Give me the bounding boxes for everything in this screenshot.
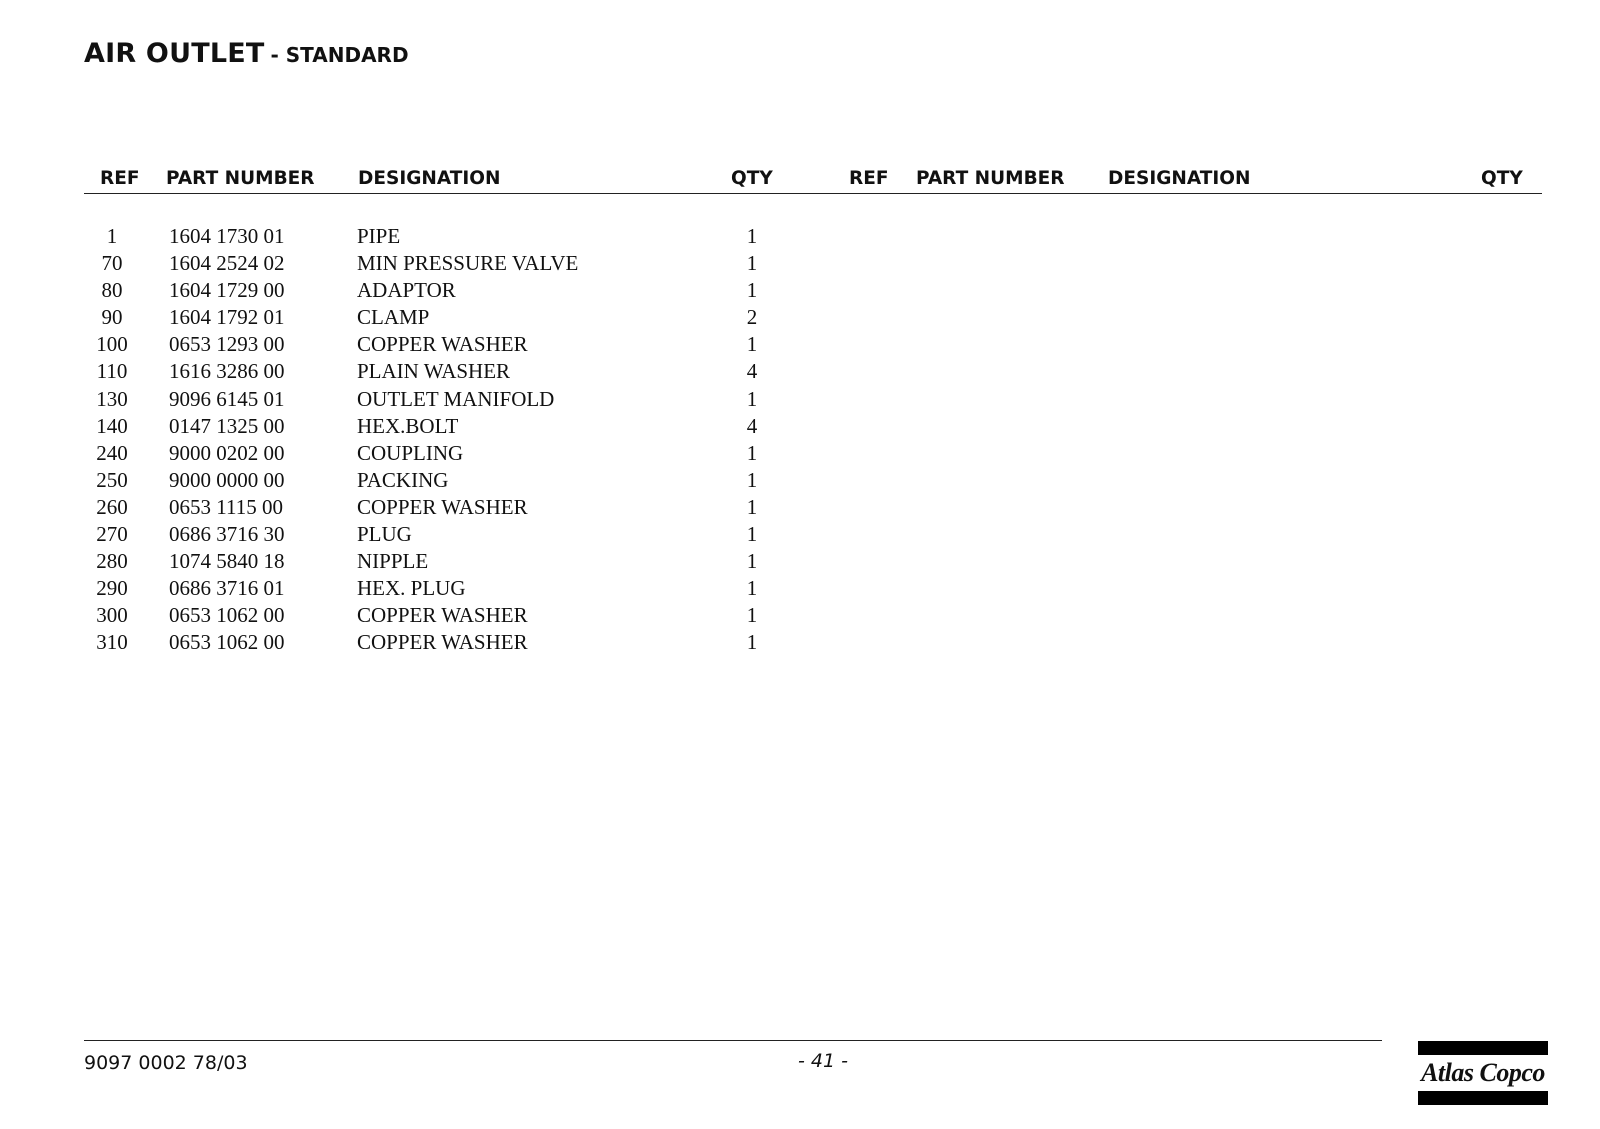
cell-ref: 100	[96, 332, 128, 357]
cell-qty: 4	[746, 413, 758, 438]
page-number: - 41 -	[798, 1050, 848, 1072]
page-title-sub: - STANDARD	[270, 43, 409, 67]
header-ref-left: REF	[100, 168, 140, 189]
cell-qty: 1	[746, 576, 758, 601]
cell-ref: 130	[96, 386, 128, 411]
cell-ref: 250	[96, 467, 128, 492]
header-ref-right: REF	[849, 168, 889, 189]
table-row	[0, 224, 800, 251]
cell-designation: CLAMP	[357, 305, 430, 330]
table-row	[0, 603, 800, 630]
cell-ref: 260	[96, 494, 128, 519]
table-row	[0, 549, 800, 576]
header-designation-left: DESIGNATION	[358, 168, 501, 189]
cell-qty: 1	[746, 251, 758, 276]
cell-qty: 1	[746, 522, 758, 547]
cell-designation: PACKING	[357, 467, 449, 492]
cell-ref: 290	[96, 576, 128, 601]
cell-designation: MIN PRESSURE VALVE	[357, 251, 579, 276]
document-number: 9097 0002 78/03	[84, 1052, 248, 1074]
cell-designation: HEX.BOLT	[357, 413, 459, 438]
cell-qty: 2	[746, 305, 758, 330]
cell-designation: COPPER WASHER	[357, 630, 528, 655]
header-designation-right: DESIGNATION	[1108, 168, 1251, 189]
footer-divider	[84, 1040, 1382, 1041]
cell-designation: PIPE	[357, 224, 401, 248]
cell-part-number: 0147 1325 00	[169, 413, 285, 438]
cell-part-number: 0653 1062 00	[169, 603, 285, 628]
header-qty-right: QTY	[1481, 168, 1523, 189]
cell-designation: COUPLING	[357, 440, 464, 465]
cell-ref: 70	[101, 251, 123, 276]
cell-part-number: 0653 1293 00	[169, 332, 285, 357]
cell-qty: 1	[746, 440, 758, 465]
cell-qty: 1	[746, 332, 758, 357]
table-row	[0, 305, 800, 332]
cell-part-number: 9000 0202 00	[169, 440, 285, 465]
page-title-main: AIR OUTLET	[84, 38, 265, 69]
cell-part-number: 1616 3286 00	[169, 359, 285, 384]
cell-designation: PLAIN WASHER	[357, 359, 511, 384]
cell-designation: COPPER WASHER	[357, 603, 528, 628]
cell-ref: 110	[96, 359, 128, 384]
table-row	[0, 441, 800, 468]
cell-part-number: 9096 6145 01	[169, 386, 285, 411]
table-row	[0, 576, 800, 603]
cell-ref: 140	[96, 413, 128, 438]
table-row	[0, 468, 800, 495]
page-title	[84, 38, 409, 69]
cell-designation: NIPPLE	[357, 549, 429, 574]
cell-part-number: 1074 5840 18	[169, 549, 285, 574]
cell-qty: 1	[746, 630, 758, 655]
cell-qty: 1	[746, 549, 758, 574]
cell-designation: HEX. PLUG	[357, 576, 466, 601]
cell-ref: 280	[96, 549, 128, 574]
cell-ref: 310	[96, 630, 128, 655]
logo-bar-bottom	[1418, 1091, 1548, 1105]
table-row	[0, 278, 800, 305]
cell-qty: 1	[746, 224, 758, 248]
cell-part-number: 0653 1062 00	[169, 630, 285, 655]
table-row	[0, 359, 800, 386]
table-row	[0, 630, 800, 657]
cell-designation: OUTLET MANIFOLD	[357, 386, 555, 411]
cell-qty: 1	[746, 467, 758, 492]
cell-part-number: 1604 1730 01	[169, 224, 285, 248]
cell-qty: 1	[746, 603, 758, 628]
table-row	[0, 387, 800, 414]
cell-qty: 4	[746, 359, 758, 384]
table-row	[0, 251, 800, 278]
cell-part-number: 0653 1115 00	[169, 494, 283, 519]
cell-part-number: 9000 0000 00	[169, 467, 285, 492]
header-part-number-right: PART NUMBER	[916, 168, 1065, 189]
atlas-copco-logo	[1418, 1041, 1548, 1105]
cell-ref: 90	[101, 305, 123, 330]
header-divider	[84, 193, 1542, 194]
cell-part-number: 1604 2524 02	[169, 251, 285, 276]
cell-part-number: 0686 3716 30	[169, 522, 285, 547]
cell-ref: 270	[96, 522, 128, 547]
cell-ref: 240	[96, 440, 128, 465]
table-row	[0, 332, 800, 359]
cell-part-number: 1604 1729 00	[169, 278, 285, 303]
cell-qty: 1	[746, 278, 758, 303]
cell-qty: 1	[746, 494, 758, 519]
logo-wordmark: Atlas Copco	[1421, 1058, 1545, 1087]
cell-designation: PLUG	[357, 522, 412, 547]
parts-table-body	[0, 224, 800, 658]
cell-designation: COPPER WASHER	[357, 332, 528, 357]
cell-part-number: 0686 3716 01	[169, 576, 285, 601]
table-row	[0, 522, 800, 549]
cell-designation: COPPER WASHER	[357, 494, 528, 519]
cell-ref: 80	[101, 278, 123, 303]
cell-designation: ADAPTOR	[357, 278, 456, 303]
table-row	[0, 495, 800, 522]
logo-bar-top	[1418, 1041, 1548, 1055]
cell-ref: 1	[106, 224, 118, 248]
header-qty-left: QTY	[731, 168, 773, 189]
cell-qty: 1	[746, 386, 758, 411]
table-row	[0, 414, 800, 441]
header-part-number-left: PART NUMBER	[166, 168, 315, 189]
cell-part-number: 1604 1792 01	[169, 305, 285, 330]
cell-ref: 300	[96, 603, 128, 628]
